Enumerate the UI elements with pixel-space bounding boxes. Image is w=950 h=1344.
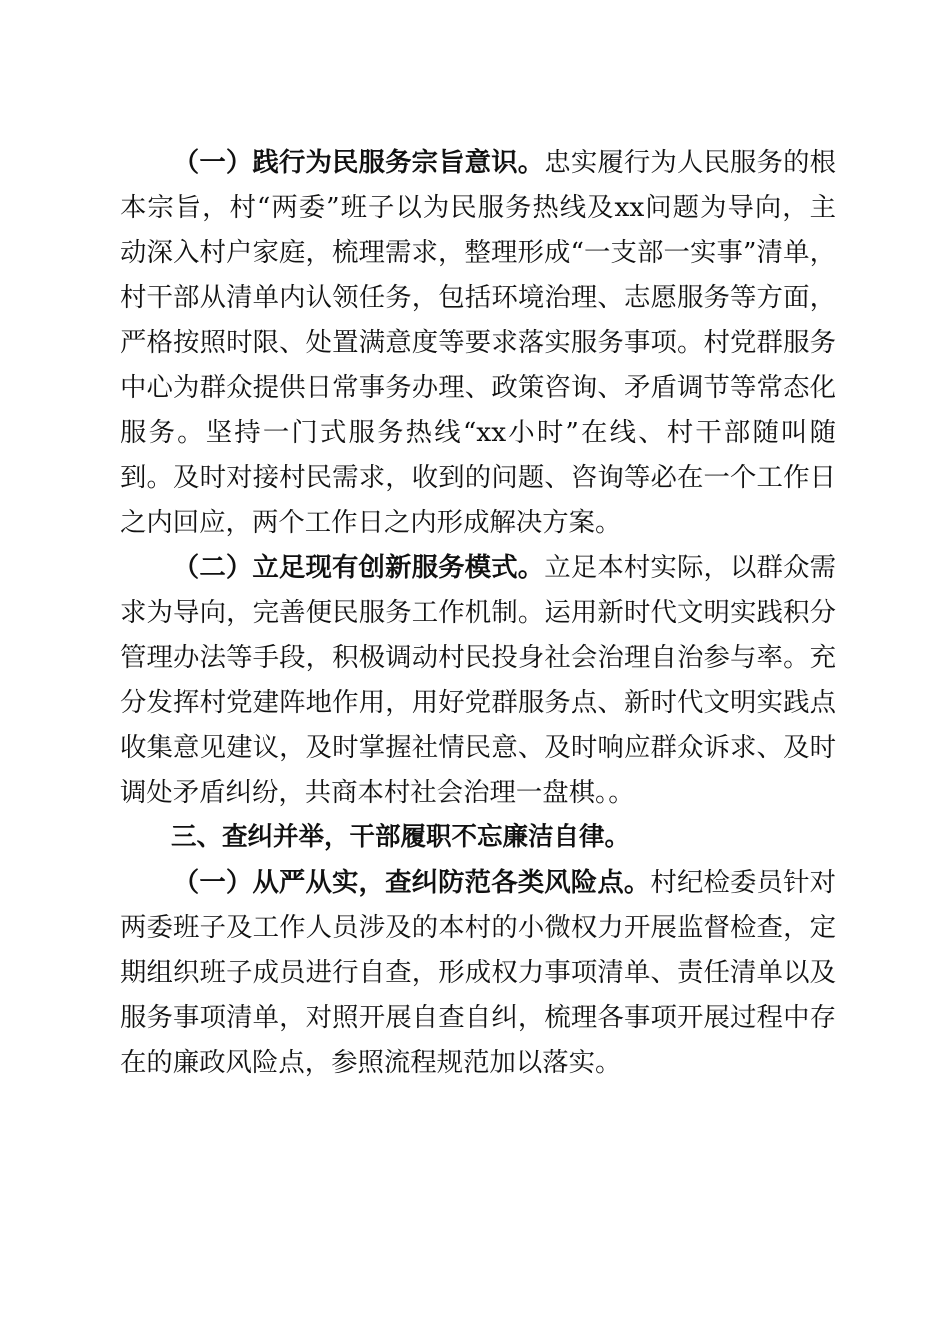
paragraph-3 <box>120 860 836 1085</box>
paragraph-1-body: 忠实履行为人民服务的根本宗旨，村“两委”班子以为民服务热线及xx问题为导向，主动深入村户家庭，梳理需求，整理形成“一支部一实事”清单，村干部从清单内认领任务，包括环境治理、志愿服务等方面，严格按照时限、处置满意度等要求落实服务事项。村党群服务中心为群众提供日常事务办理、政策咨询、矛盾调节等常态化服务。坚持一门式服务热线“xx小时”在线、村干部随叫随到。及时对接村民需求，收到的问题、咨询等必在一个工作日之内回应，两个工作日之内形成解决方案。 <box>120 147 837 538</box>
paragraph-1-lead: （一）践行为民服务宗旨意识。 <box>172 147 545 178</box>
paragraph-1 <box>120 140 836 545</box>
paragraph-3-lead: （一）从严从实，查纠防范各类风险点。 <box>172 867 651 898</box>
paragraph-3-body: 村纪检委员针对两委班子及工作人员涉及的本村的小微权力开展监督检查，定期组织班子成员进行自查，形成权力事项清单、责任清单以及服务事项清单，对照开展自查自纠，梳理各事项开展过程中存在的廉政风险点，参照流程规范加以落实。 <box>120 867 836 1078</box>
document-page <box>120 140 836 1085</box>
paragraph-2 <box>120 545 836 815</box>
paragraph-2-lead: （二）立足现有创新服务模式。 <box>172 552 545 583</box>
section-heading-3: 三、查纠并举，干部履职不忘廉洁自律。 <box>171 822 631 852</box>
paragraph-2-body: 立足本村实际，以群众需求为导向，完善便民服务工作机制。运用新时代文明实践积分管理办法等手段，积极调动村民投身社会治理自治参与率。充分发挥村党建阵地作用，用好党群服务点、新时代文明实践点收集意见建议，及时掌握社情民意、及时响应群众诉求、及时调处矛盾纠纷，共商本村社会治理一盘棋。。 <box>120 552 837 808</box>
